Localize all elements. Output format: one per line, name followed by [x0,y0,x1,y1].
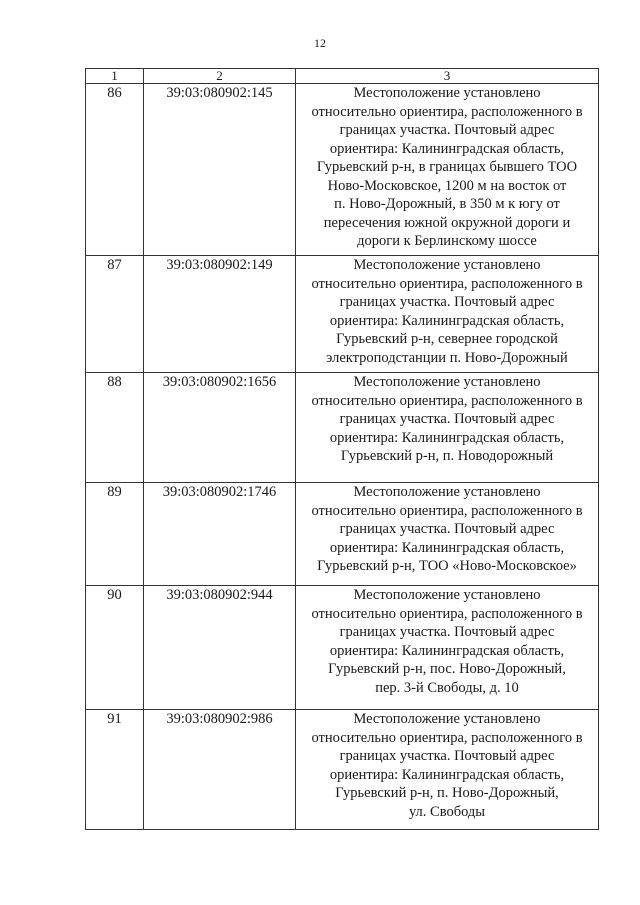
row-number: 90 [86,586,144,710]
description-line: Местоположение установлено [353,374,541,390]
table-row [86,256,599,373]
location-description [296,586,599,710]
table-row [86,483,599,586]
description-line: Гурьевский р-н, в границах бывшего ТОО [316,159,578,175]
description-line: относительно ориентира, расположенного в [311,392,583,409]
description-line: Местоположение установлено [353,587,541,603]
description-line: Гурьевский р-н, п. Новодорожный [340,448,554,464]
description-line: Гурьевский р-н, севернее городской [336,331,558,347]
cadastral-number: 39:03:080902:1746 [144,483,296,586]
description-line: п. Ново-Дорожный, в 350 м к югу от [334,196,560,212]
description-line: относительно ориентира, расположенного в [311,605,583,622]
table-row [86,373,599,483]
cadastral-number: 39:03:080902:149 [144,256,296,373]
description-line: ориентира: Калининградская область, [329,766,565,783]
row-number: 89 [86,483,144,586]
row-number: 91 [86,710,144,830]
location-description [296,84,599,256]
description-line: границах участка. Почтовый адрес [339,624,555,640]
description-line: ориентира: Калининградская область, [329,312,565,329]
description-line: относительно ориентира, расположенного в [311,103,583,120]
location-description [296,373,599,483]
row-number: 88 [86,373,144,483]
cadastral-number: 39:03:080902:145 [144,84,296,256]
description-line: границах участка. Почтовый адрес [339,411,555,427]
location-description [296,483,599,586]
table-row [86,84,599,256]
table-row [86,586,599,710]
description-line: границах участка. Почтовый адрес [339,294,555,310]
description-line: Местоположение установлено [353,711,541,727]
description-line: Местоположение установлено [353,85,541,101]
description-line: Местоположение установлено [353,257,541,273]
description-line: границах участка. Почтовый адрес [339,748,555,764]
description-line: ориентира: Калининградская область, [329,429,565,446]
description-line: ул. Свободы [408,803,486,820]
description-line: ориентира: Калининградская область, [329,642,565,659]
description-line: Ново-Московское, 1200 м на восток от [327,177,567,194]
description-line: Гурьевский р-н, пос. Ново-Дорожный, [328,661,566,677]
header-col-3: 3 [296,69,599,84]
row-number: 87 [86,256,144,373]
description-line: относительно ориентира, расположенного в [311,502,583,519]
description-line: Гурьевский р-н, п. Ново-Дорожный, [335,785,559,801]
table-row [86,710,599,830]
land-plots-table [85,68,599,830]
description-line: Местоположение установлено [353,484,541,500]
description-line: ориентира: Калининградская область, [329,539,565,556]
description-line: относительно ориентира, расположенного в [311,275,583,292]
description-line: границах участка. Почтовый адрес [339,521,555,537]
cadastral-number: 39:03:080902:944 [144,586,296,710]
description-line: электроподстанции п. Ново-Дорожный [326,349,568,366]
row-number: 86 [86,84,144,256]
description-line: относительно ориентира, расположенного в [311,729,583,746]
cadastral-number: 39:03:080902:1656 [144,373,296,483]
description-line: дороги к Берлинскому шоссе [357,233,537,249]
table-header-row [86,69,599,84]
header-col-2: 2 [144,69,296,84]
description-line: ориентира: Калининградская область, [329,140,565,157]
description-line: пересечения южной окружной дороги и [323,214,571,231]
cadastral-number: 39:03:080902:986 [144,710,296,830]
description-line: пер. 3-й Свободы, д. 10 [375,679,519,696]
description-line: Гурьевский р-н, ТОО «Ново-Московское» [317,558,577,574]
header-col-1: 1 [86,69,144,84]
description-line: границах участка. Почтовый адрес [339,122,555,138]
location-description [296,256,599,373]
location-description [296,710,599,830]
page-number: 12 [314,36,326,50]
